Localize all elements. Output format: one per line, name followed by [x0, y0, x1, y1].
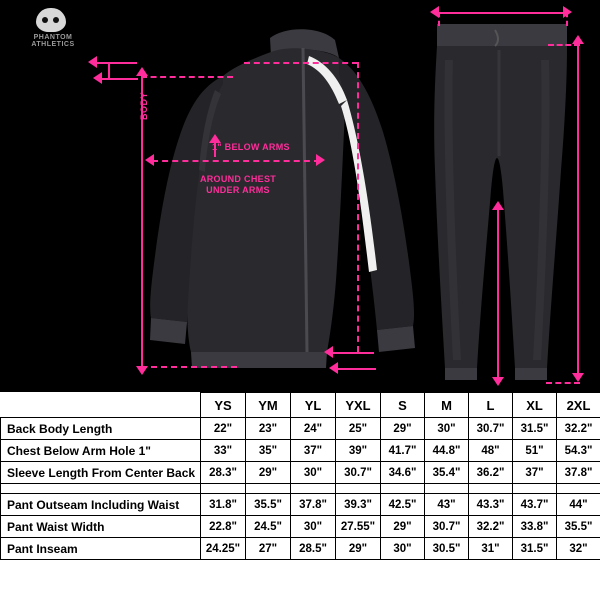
cell: 24.5" — [246, 516, 291, 538]
pants-outseam-top-tick — [548, 44, 580, 46]
cell: 35.5" — [557, 516, 600, 538]
jacket-body-label: BODY — [139, 91, 149, 120]
sleeve-measure-line-a — [95, 62, 137, 64]
cell: 30" — [291, 516, 336, 538]
chest-arrow-right — [316, 154, 325, 166]
cell: 35.5" — [246, 494, 291, 516]
cell: 24" — [291, 418, 336, 440]
cell: 23" — [246, 418, 291, 440]
column-header-ym: YM — [246, 393, 291, 418]
cell: 31.5" — [513, 538, 557, 560]
cell: 32.2" — [469, 516, 513, 538]
cell: 31.8" — [201, 494, 246, 516]
cell: 54.3" — [557, 440, 600, 462]
pants-waist-tick-left — [438, 12, 440, 26]
sleeve-length-bottom-arrow — [324, 346, 333, 358]
table-row — [1, 440, 600, 462]
chest-arrow-left — [145, 154, 154, 166]
table-spacer-row — [1, 484, 600, 494]
below-arms-label: 1" BELOW ARMS — [212, 142, 290, 152]
spacer-cell — [513, 484, 557, 494]
cell: 36.2" — [469, 462, 513, 484]
cell: 30.7" — [425, 516, 469, 538]
cell: 30" — [291, 462, 336, 484]
cell: 22" — [201, 418, 246, 440]
row-label-chest-below-arm-hole: Chest Below Arm Hole 1" — [1, 440, 201, 462]
table-header-row — [1, 393, 600, 418]
pants-inseam-line — [497, 210, 499, 378]
brand-name: PHANTOM ATHLETICS — [31, 34, 75, 48]
pants-inseam-arrow-top — [492, 201, 504, 210]
size-table-container — [0, 392, 600, 600]
table-row — [1, 516, 600, 538]
sleeve-measure-arrow-b — [93, 72, 102, 84]
cell: 33" — [201, 440, 246, 462]
spacer-cell — [557, 484, 600, 494]
cell: 43.7" — [513, 494, 557, 516]
row-label-back-body-length: Back Body Length — [1, 418, 201, 440]
cell: 34.6" — [381, 462, 425, 484]
cell: 29" — [381, 418, 425, 440]
cell: 43" — [425, 494, 469, 516]
pants-outseam-line — [577, 44, 579, 374]
sleeve-cuff-arrow — [329, 362, 338, 374]
cell: 43.3" — [469, 494, 513, 516]
chest-label-line2: UNDER ARMS — [206, 185, 270, 195]
pants-outseam-bottom-tick — [546, 382, 580, 384]
column-header-2xl: 2XL — [557, 393, 600, 418]
jacket-hem-reference-line — [141, 366, 237, 368]
sleeve-length-vertical-dashed — [357, 62, 359, 352]
cell: 31.5" — [513, 418, 557, 440]
cell: 27" — [246, 538, 291, 560]
row-label-pant-waist-width: Pant Waist Width — [1, 516, 201, 538]
header-corner-blank — [1, 393, 201, 418]
column-header-ys: YS — [201, 393, 246, 418]
chest-measure-dashed-line — [152, 160, 320, 162]
spacer-cell — [469, 484, 513, 494]
cell: 29" — [336, 538, 381, 560]
pants-waist-width-line — [437, 12, 567, 14]
cell: 32.2" — [557, 418, 600, 440]
size-table — [0, 392, 600, 560]
column-header-m: M — [425, 393, 469, 418]
table-row — [1, 538, 600, 560]
cell: 22.8" — [201, 516, 246, 538]
column-header-yl: YL — [291, 393, 336, 418]
pants-outseam-arrow-bottom — [572, 373, 584, 382]
cell: 33.8" — [513, 516, 557, 538]
cell: 30" — [425, 418, 469, 440]
sleeve-length-top-dashed — [244, 62, 358, 64]
cell: 35" — [246, 440, 291, 462]
cell: 30.7" — [336, 462, 381, 484]
sleeve-length-bottom-line — [330, 352, 374, 354]
cell: 28.3" — [201, 462, 246, 484]
pants-inseam-arrow-bottom — [492, 377, 504, 386]
cell: 30" — [381, 538, 425, 560]
pants-waist-tick-right — [566, 12, 568, 26]
sleeve-measure-connector — [108, 62, 110, 80]
cell: 30.5" — [425, 538, 469, 560]
skull-logo-icon — [36, 8, 66, 32]
spacer-cell — [1, 484, 201, 494]
cell: 31" — [469, 538, 513, 560]
cell: 48" — [469, 440, 513, 462]
spacer-cell — [381, 484, 425, 494]
cell: 37" — [291, 440, 336, 462]
brand-logo — [14, 8, 92, 54]
pants-outseam-arrow-top — [572, 35, 584, 44]
jacket-body-length-arrow-top — [136, 67, 148, 76]
row-label-sleeve-length: Sleeve Length From Center Back — [1, 462, 201, 484]
spacer-cell — [336, 484, 381, 494]
cell: 29" — [381, 516, 425, 538]
cell: 37.8" — [557, 462, 600, 484]
cell: 27.55" — [336, 516, 381, 538]
sleeve-measure-arrow-a — [88, 56, 97, 68]
cell: 30.7" — [469, 418, 513, 440]
spacer-cell — [425, 484, 469, 494]
cell: 25" — [336, 418, 381, 440]
sleeve-cuff-line — [336, 368, 376, 370]
cell: 28.5" — [291, 538, 336, 560]
column-header-s: S — [381, 393, 425, 418]
cell: 37" — [513, 462, 557, 484]
cell: 24.25" — [201, 538, 246, 560]
jacket-illustration — [95, 0, 425, 392]
column-header-xl: XL — [513, 393, 557, 418]
table-row — [1, 494, 600, 516]
cell: 39.3" — [336, 494, 381, 516]
column-header-l: L — [469, 393, 513, 418]
spacer-cell — [201, 484, 246, 494]
row-label-pant-outseam: Pant Outseam Including Waist — [1, 494, 201, 516]
table-row — [1, 462, 600, 484]
cell: 44" — [557, 494, 600, 516]
jacket-shoulder-reference-line — [141, 76, 233, 78]
cell: 44.8" — [425, 440, 469, 462]
cell: 35.4" — [425, 462, 469, 484]
cell: 29" — [246, 462, 291, 484]
spacer-cell — [291, 484, 336, 494]
cell: 42.5" — [381, 494, 425, 516]
cell: 32" — [557, 538, 600, 560]
table-row — [1, 418, 600, 440]
cell: 37.8" — [291, 494, 336, 516]
cell: 51" — [513, 440, 557, 462]
pants-illustration — [415, 0, 595, 392]
column-header-yxl: YXL — [336, 393, 381, 418]
cell: 41.7" — [381, 440, 425, 462]
cell: 39" — [336, 440, 381, 462]
sleeve-measure-line-b — [100, 78, 138, 80]
spacer-cell — [246, 484, 291, 494]
chest-label-line1: AROUND CHEST — [199, 174, 277, 184]
row-label-pant-inseam: Pant Inseam — [1, 538, 201, 560]
